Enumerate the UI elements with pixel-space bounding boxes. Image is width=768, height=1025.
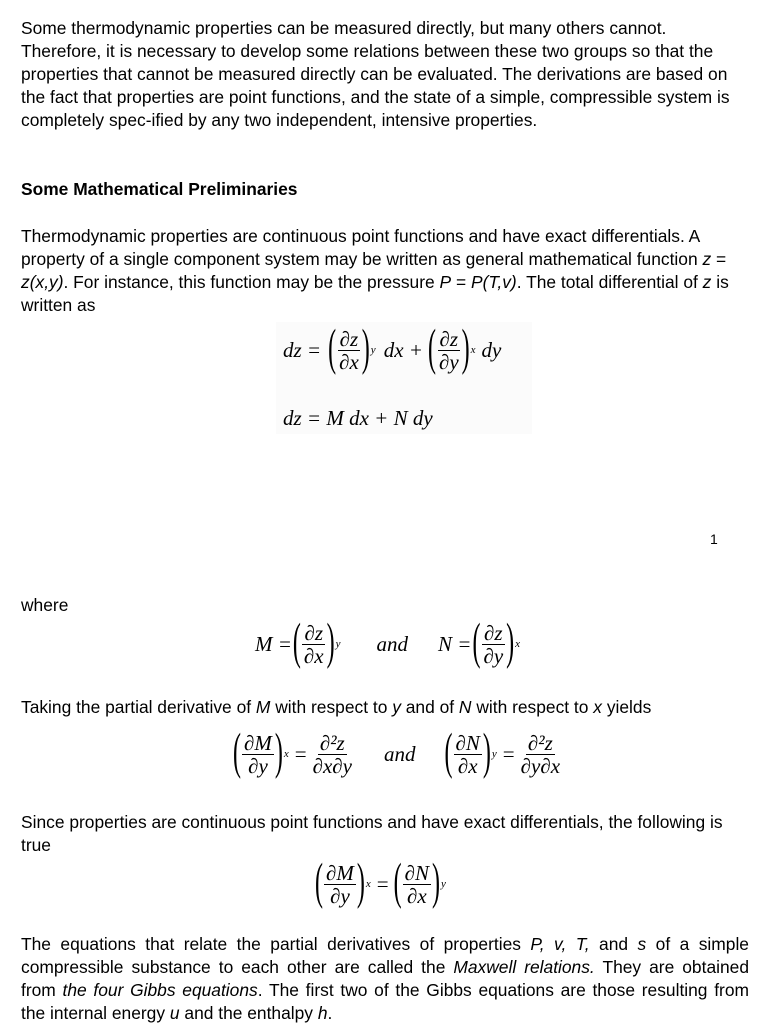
since-paragraph: Since properties are continuous point functions and have exact differentials, the following is true <box>21 812 723 855</box>
maxwell-paragraph: The equations that relate the partial derivatives of properties P, v, T, and s of a simple compressible substance to each other are called the Maxwell relations. They are obtained from the four Gibbs equations. The first two of the Gibbs equations are those resulting from the internal energy u and the enthalpy h. <box>21 934 749 1023</box>
total-differential-equation: dz = ( $\frac{\partial z}{\partial x}$ ) y dx + ( $\frac{\partial z}{\partial y}$ ) x dy <box>283 322 502 377</box>
exact-differential-equation: dz = M dx + N dy <box>283 406 433 430</box>
partial-derivative-sentence: Taking the partial derivative of M with respect to y and of N with respect to x yields <box>21 697 652 717</box>
second-derivative-equation: ( $\frac{\partial M}{\partial y}$ ) x = $\frac{\text{∂²z}}{\partial x\partial y}$ and ( $\frac{\partial N}{\partial x}$ ) y = $\frac{\text{∂²z}}{\partial y\partial x}$ <box>233 726 561 781</box>
m-n-definition-equation: M = ( $\frac{\partial z}{\partial x}$ ) y and N = ( $\frac{\partial z}{\partial y}$ ) x <box>255 616 521 671</box>
page-number: 1 <box>710 531 718 547</box>
intro-paragraph: Some thermodynamic properties can be measured directly, but many others cannot. Therefore, it is necessary to develop some relations between these two groups so that the properties that cannot be measured directly can be evaluated. The derivations are based on the fact that properties are point functions, and the state of a simple, compressible system is completely spec-ified by any two independent, intensive properties. <box>21 18 730 130</box>
section-paragraph: Thermodynamic properties are continuous point functions and have exact differentials. A property of a single component system may be written as general mathematical function z = z(x,y). For instance, this function may be the pressure P = P(T,v). The total differential of z is written as <box>21 226 729 315</box>
where-label: where <box>21 595 69 615</box>
section-heading: Some Mathematical Preliminaries <box>21 179 298 199</box>
exactness-condition-equation: ( $\frac{\partial M}{\partial y}$ ) x = ( $\frac{\partial N}{\partial x}$ ) y <box>315 856 446 911</box>
